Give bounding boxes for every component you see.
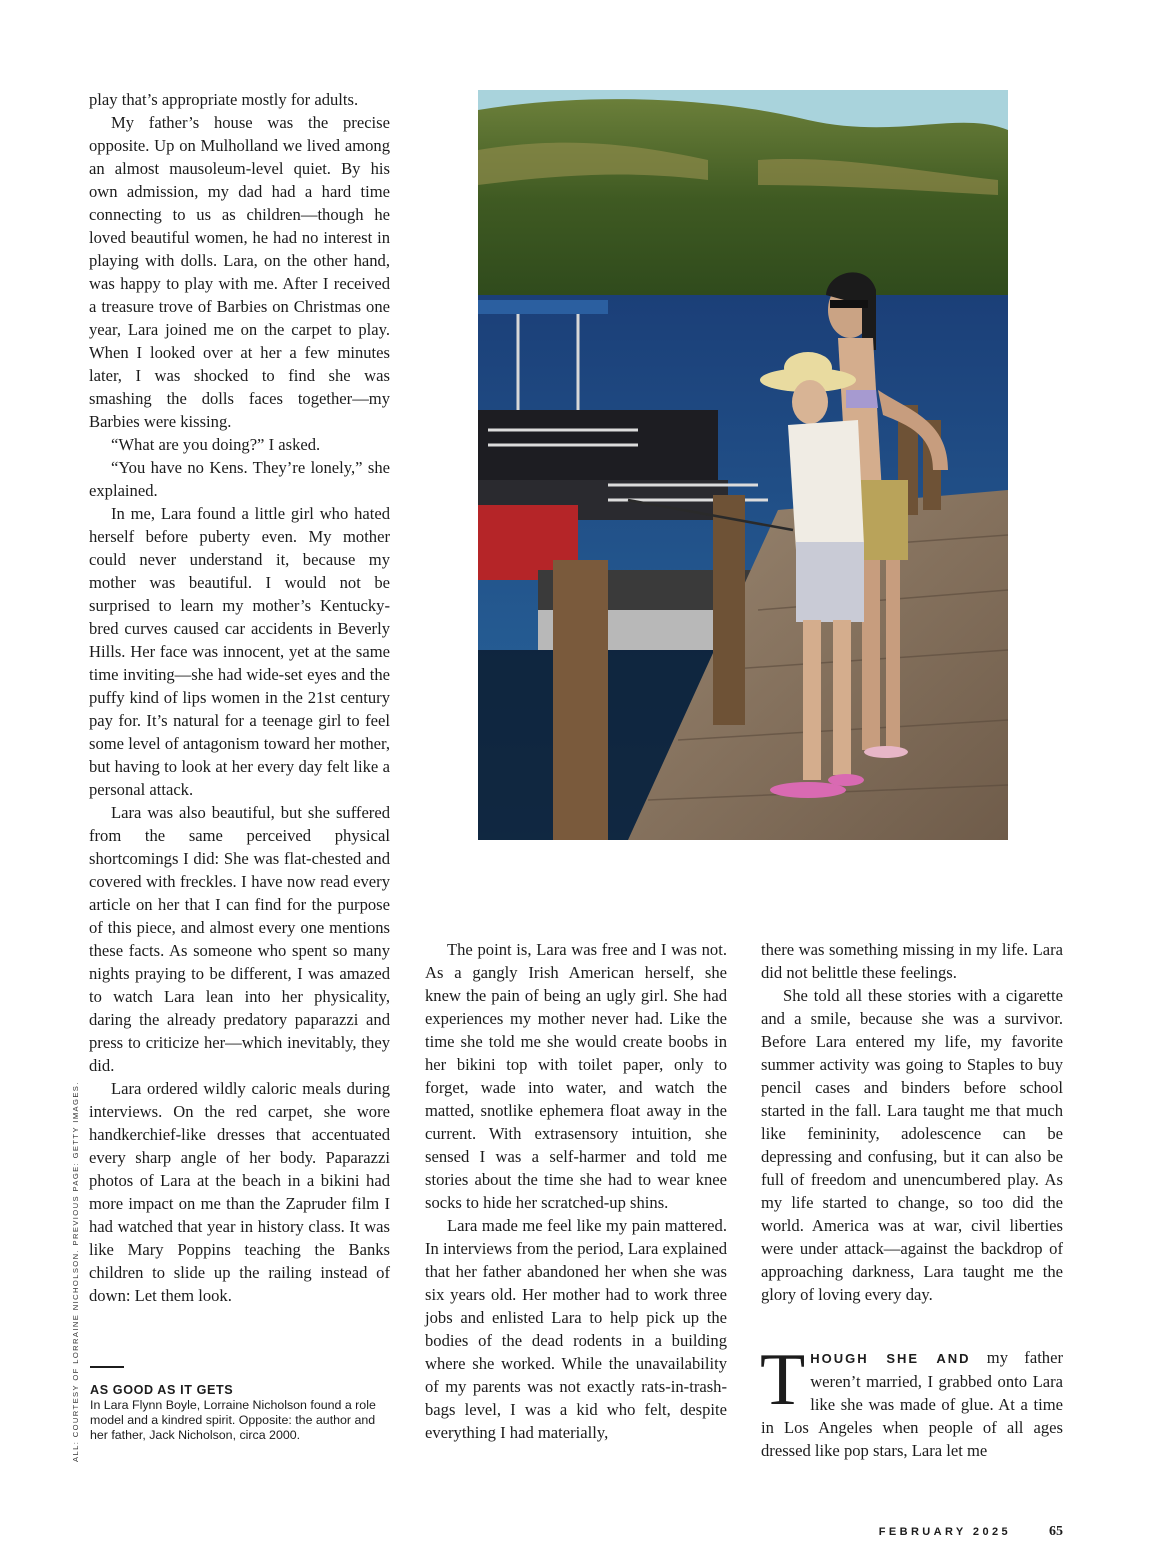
drop-cap: T: [760, 1339, 806, 1421]
paragraph: My father’s house was the precise opposite. Up on Mulholland we lived among an almost mausoleum-level quiet. By his own admission, my dad had a hard time connecting to us as children—though he loved beautiful women, he had no interest in playing with dolls. Lara, on the other hand, was happy to play with me. After I received a treasure trove of Barbies on Christmas one year, Lara joined me on the carpet to play. When I looked over at her a few minutes later, I was shocked to find she was smashing the dolls faces together—my Barbies were kissing.: [89, 113, 390, 431]
caption-text: In Lara Flynn Boyle, Lorraine Nicholson found a role model and a kindred spirit. Opposite: the author and her father, Jack Nicholson, circa 2000.: [90, 1398, 376, 1442]
paragraph: Lara ordered wildly caloric meals during interviews. On the red carpet, she wore handkerchief-like dresses that accentuated every sharp angle of her body. Paparazzi photos of Lara at the beach in a bikini had more impact on me than the Zapruder film I had watched that year in history class. It was like Mary Poppins teaching the Banks children to slide up the railing instead of down: Let them look.: [89, 1079, 390, 1305]
paragraph: “You have no Kens. They’re lonely,” she explained.: [89, 458, 390, 500]
paragraph: “What are you doing?” I asked.: [111, 435, 321, 454]
photo-caption: [90, 1383, 390, 1443]
girl-shorts: [796, 542, 864, 622]
article-column-2: [425, 938, 727, 1444]
page-number: 65: [1049, 1524, 1063, 1539]
caption-rule: [90, 1366, 124, 1368]
dropcap-paragraph: [760, 1339, 1063, 1462]
dock-post: [713, 495, 745, 725]
lead-in: HOUGH SHE AND: [810, 1351, 971, 1366]
hillside: [478, 99, 1008, 300]
folio: [879, 1524, 1063, 1540]
paragraph-text: my father weren’t married, I grabbed onto Lara like she was made of glue. At a time in Los Angeles when people of all ages dressed like pop stars, Lara let me: [761, 1348, 1063, 1460]
article-column-1: [89, 88, 390, 1307]
issue-date: FEBRUARY 2025: [878, 1526, 1011, 1538]
paragraph: She told all these stories with a cigarette and a smile, because she was a survivor. Before Lara entered my life, my favorite summer activity was going to Staples to buy pencil cases and binders before school started in the fall. Lara taught me that much like femininity, adolescence can be depressing and confusing, but it can also be full of freedom and unencumbered play. As my life started to change, so too did the world. America was at war, civil liberties were under attack—against the backdrop of approaching darkness, Lara taught me the glory of loving every day.: [761, 986, 1063, 1304]
paragraph: play that’s appropriate mostly for adults.: [89, 90, 359, 109]
paragraph: there was something missing in my life. Lara did not belittle these feelings.: [761, 940, 1063, 982]
photo-credit: ALL: COURTESY OF LORRAINE NICHOLSON. PREVIOUS PAGE: GETTY IMAGES.: [71, 1081, 80, 1462]
paragraph: Lara was also beautiful, but she suffered from the same perceived physical shortcomings I did: She was flat-chested and covered with freckles. I have now read every article on her that I can find for the purpose of this piece, and almost every one mentions these facts. As someone who spent so many nights praying to be different, I was amazed to watch Lara lean into her physicality, daring the already predatory paparazzi and press to criticize her—which inevitably, they did.: [89, 803, 390, 1075]
caption-title: AS GOOD AS IT GETS: [90, 1383, 234, 1397]
dock-post: [553, 560, 608, 840]
paragraph: In me, Lara found a little girl who hated herself before puberty even. My mother could never understand it, because my mother was beautiful. I would not be surprised to learn my mother’s Kentucky-bred curves caused car accidents in Beverly Hills. Her face was innocent, yet at the same time inviting—she had wide-set eyes and the puffy kind of lips women in the 21st century pay for. It’s natural for a teenage girl to feel some level of antagonism toward her mother, but having to look at her every day felt like a personal attack.: [89, 504, 390, 799]
paragraph: The point is, Lara was free and I was not. As a gangly Irish American herself, she knew the pain of being an ugly girl. She had experiences my mother never had. Like the time she told me she would create boobs in her bikini top with toilet paper, only to forget, wade into water, and watch the matted, snotlike ephemera float away in the current. With extrasensory intuition, she sensed I was a self-harmer and told me stories about the time she had to wear knee socks to hide her scratched-up shins.: [425, 940, 727, 1212]
paragraph: Lara made me feel like my pain mattered. In interviews from the period, Lara explained that her father abandoned her when she was six years old. Her mother had to work three jobs and enlisted Lara to help pick up the bodies of the dead rodents in a building where she worked. While the unavailability of my parents was not exactly rats-in-trash-bags level, I was a kid who felt, despite everything I had materially,: [425, 1216, 727, 1442]
girl-head: [792, 380, 828, 424]
article-photo: [478, 90, 1008, 840]
woman-shorts: [858, 480, 908, 560]
article-column-3: [761, 938, 1063, 1462]
